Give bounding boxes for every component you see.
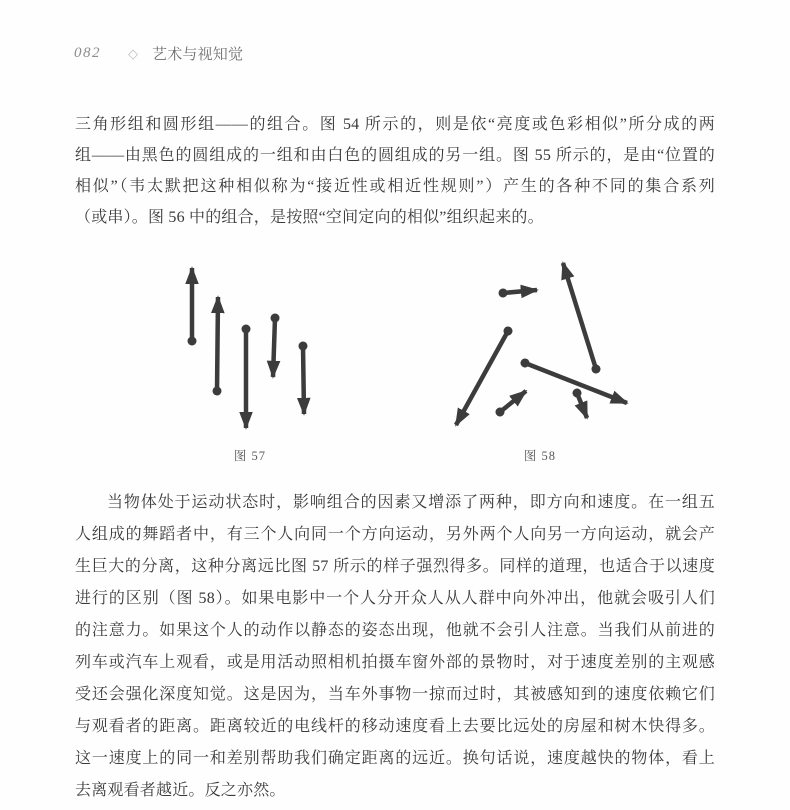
arrow-glyph xyxy=(577,393,587,418)
figure-57-svg xyxy=(150,252,350,437)
figure-58-caption: 图 58 xyxy=(523,449,557,463)
text-line: 这一速度上的同一和差别帮助我们确定距离的远近。换句话说，速度越快的物体，看上 xyxy=(75,750,715,767)
arrow-glyph xyxy=(303,346,304,414)
text-line: 的注意力。如果这个人的动作以静态的姿态出现，他就不会引人注意。当我们从前进的 xyxy=(75,622,715,639)
running-header xyxy=(74,44,243,62)
text-line: 当物体处于运动状态时，影响组合的因素又增添了两种，即方向和速度。在一组五 xyxy=(107,494,715,511)
paragraph-top xyxy=(75,109,715,233)
page-number: 082 xyxy=(74,44,101,61)
arrow-glyph xyxy=(500,391,526,412)
figure-57-caption: 图 57 xyxy=(233,449,267,463)
arrow-glyph xyxy=(217,297,218,391)
arrow-glyph xyxy=(503,290,537,293)
text-line: 三角形组和圆形组——的组合。图 54 所示的，则是依“亮度或色彩相似”所分成的两 xyxy=(75,116,715,133)
text-line: 进行的区别（图 58）。如果电影中一个人分开众人从人群中向外冲出，他就会吸引人们 xyxy=(75,590,715,607)
paragraph-bottom xyxy=(75,487,715,807)
figure-58-svg xyxy=(430,252,650,437)
text-line: 受还会强化深度知觉。这是因为，当车外事物一掠而过时，其被感知到的速度依赖它们 xyxy=(75,686,715,703)
book-title: 艺术与视知觉 xyxy=(152,46,244,63)
arrow-glyph xyxy=(525,363,627,403)
arrow-glyph xyxy=(273,318,275,377)
text-line: 生巨大的分离，这种分离远比图 57 所示的样子强烈得多。同样的道理，也适合于以速度 xyxy=(75,558,715,575)
diamond-separator-icon: ◇ xyxy=(128,45,138,61)
text-line: 人组成的舞蹈者中，有三个人向同一个方向运动，另外两个人向另一方向运动，就会产 xyxy=(75,526,715,543)
text-line: 组——由黑色的圆组成的一组和由白色的圆组成的另一组。图 55 所示的，是由“位置的 xyxy=(75,147,715,164)
text-line: 相似”（韦太默把这种相似称为“接近性或相近性规则”）产生的各种不同的集合系列 xyxy=(75,178,715,195)
text-line: 与观看者的距离。距离较近的电线杆的移动速度看上去要比远处的房屋和树木快得多。 xyxy=(75,718,715,735)
text-line: 去离观看者越近。反之亦然。 xyxy=(75,782,286,799)
text-line: （或串）。图 56 中的组合，是按照“空间定向的相似”组织起来的。 xyxy=(75,209,544,226)
arrow-glyph xyxy=(563,263,596,369)
text-line: 列车或汽车上观看，或是用活动照相机拍摄车窗外部的景物时，对于速度差别的主观感 xyxy=(75,654,715,671)
